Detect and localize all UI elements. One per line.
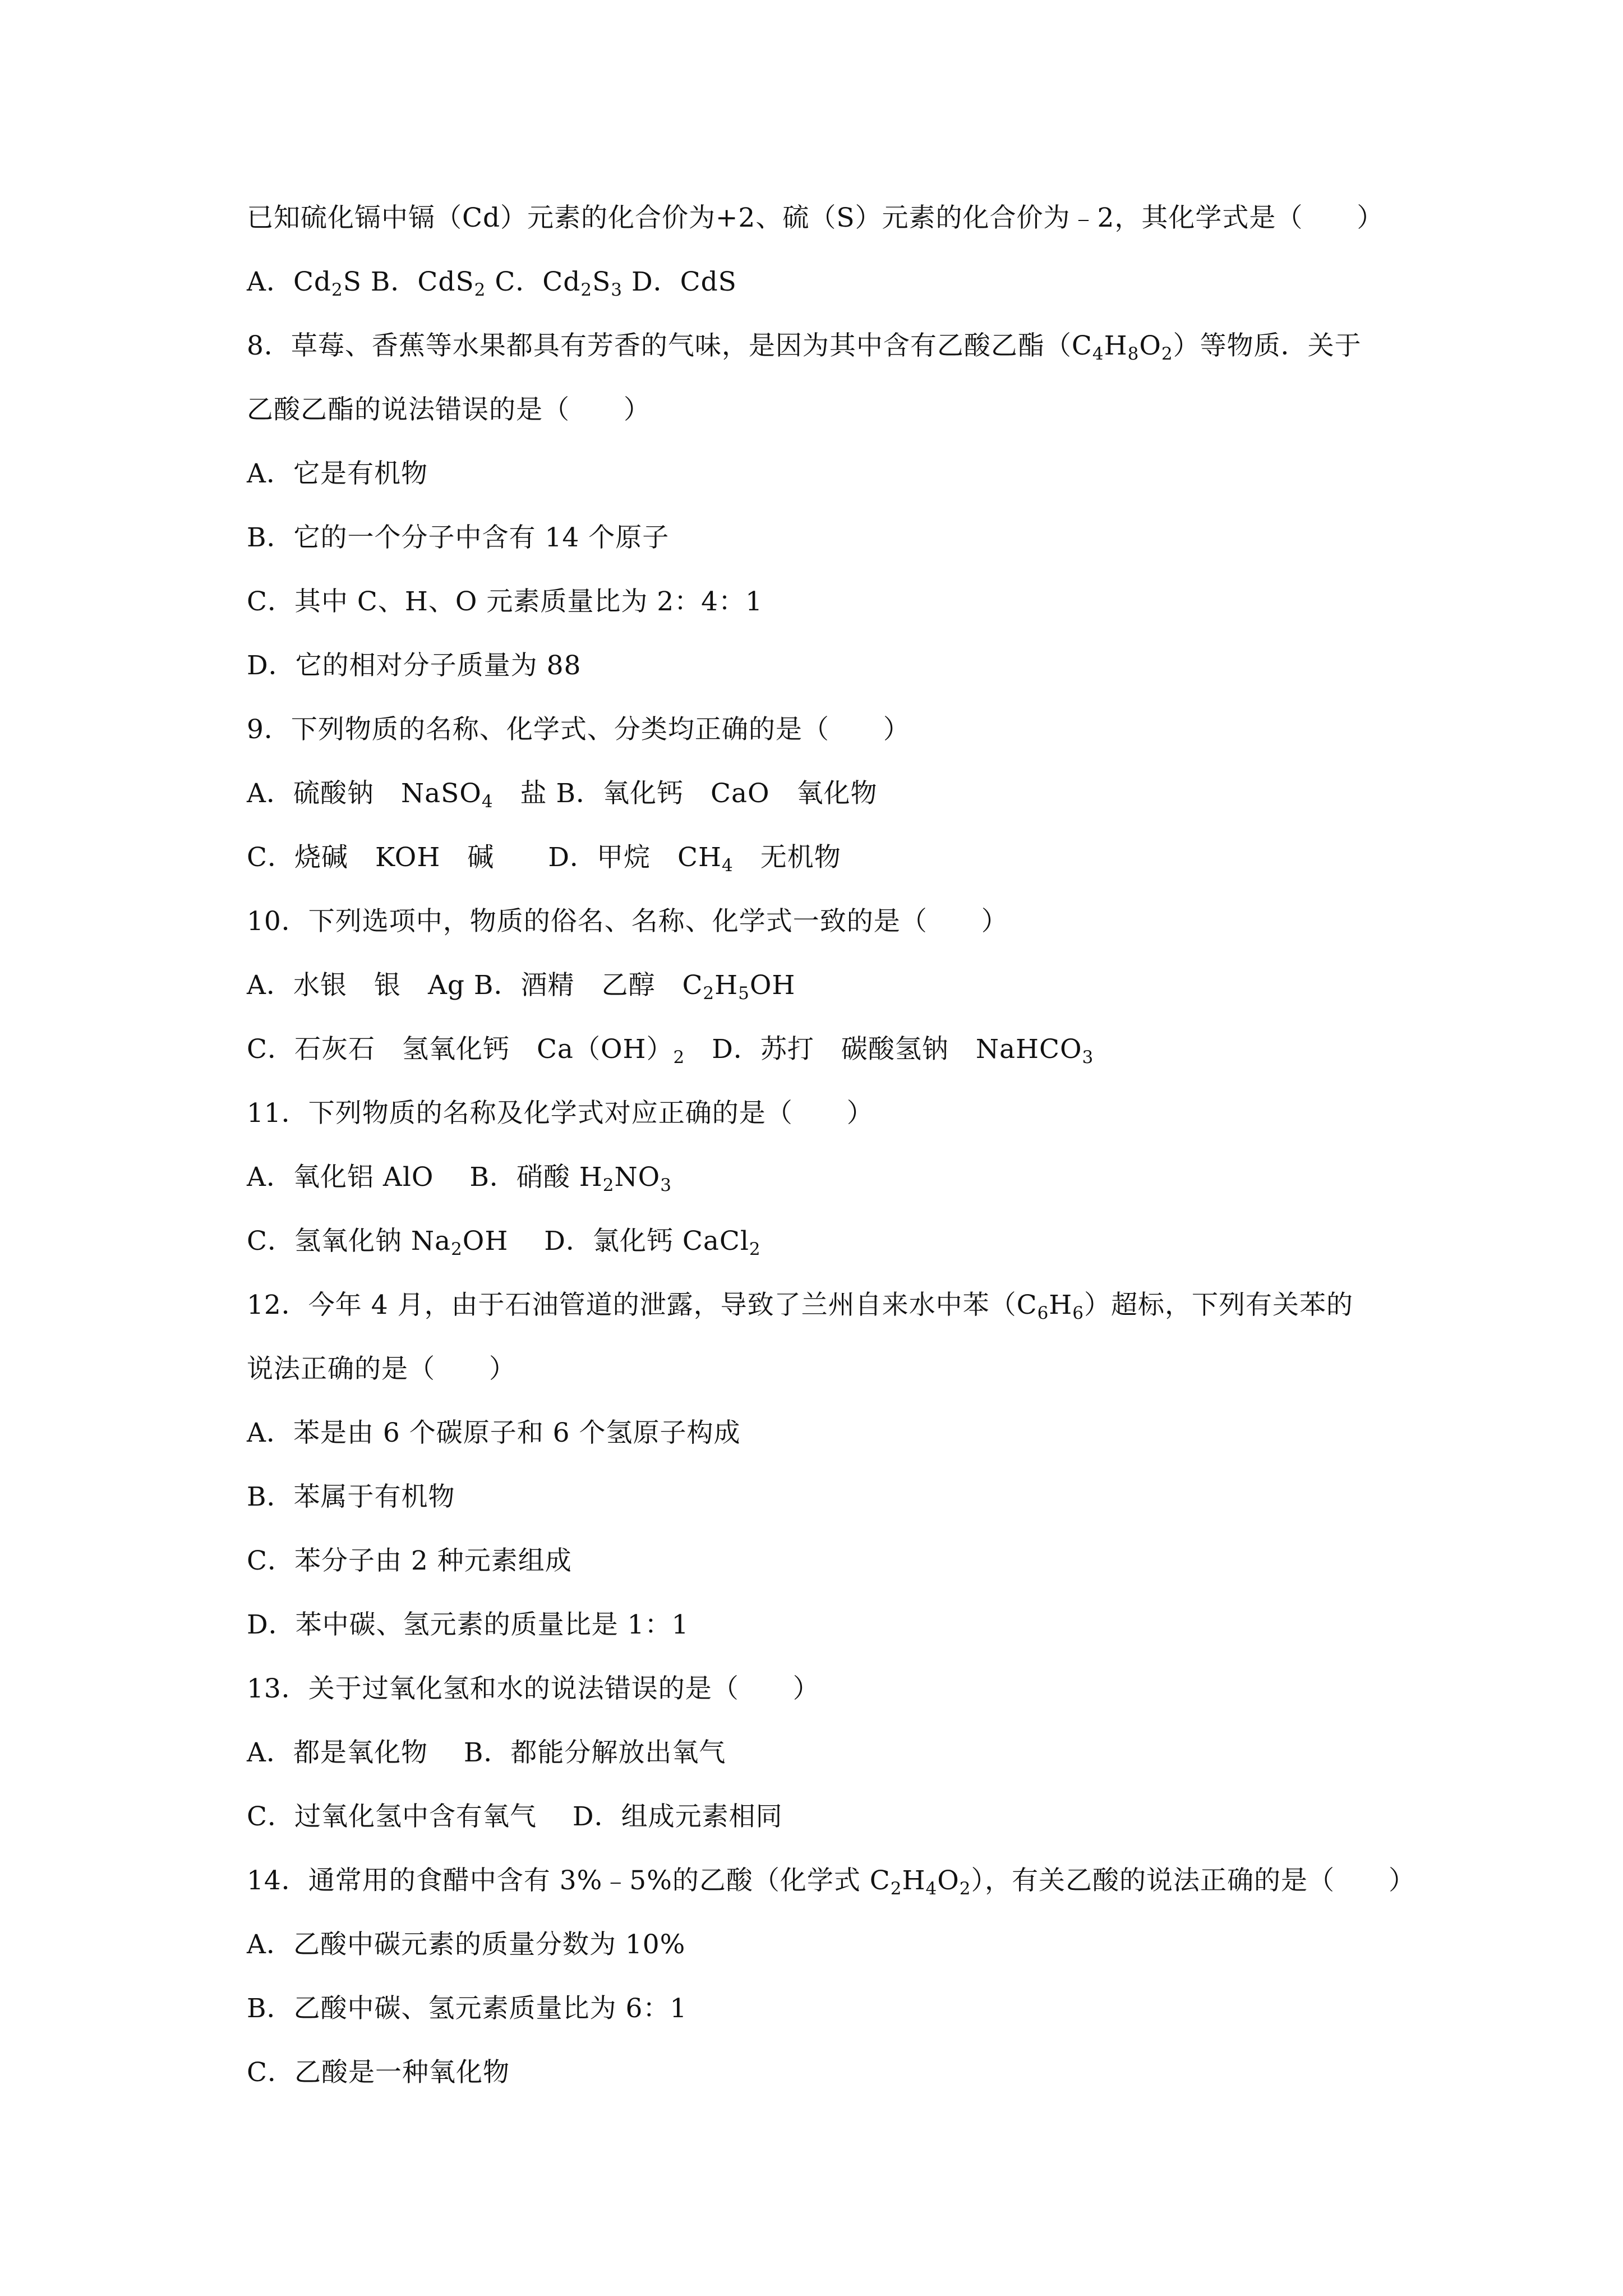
line-text: OH bbox=[749, 970, 796, 1001]
line-text: S bbox=[592, 266, 611, 297]
line-text: A．都是氧化物 B．都能分解放出氧气 bbox=[247, 1737, 726, 1768]
subscript-text: 2 bbox=[749, 1239, 761, 1259]
text-line bbox=[247, 1097, 1402, 1129]
line-text: C．乙酸是一种氧化物 bbox=[247, 2057, 510, 2088]
text-line bbox=[247, 1161, 1402, 1193]
text-line bbox=[247, 202, 1402, 234]
line-text: A．苯是由 6 个碳原子和 6 个氢原子构成 bbox=[247, 1418, 741, 1448]
line-text: C．苯分子由 2 种元素组成 bbox=[247, 1545, 572, 1576]
text-line bbox=[247, 841, 1402, 876]
line-text: C．烧碱 KOH 碱 D．甲烷 CH bbox=[247, 842, 722, 873]
text-line bbox=[247, 330, 1402, 362]
text-line bbox=[247, 714, 1402, 746]
text-line bbox=[247, 1737, 1402, 1769]
subscript-text: 2 bbox=[580, 280, 593, 300]
subscript-text: 2 bbox=[959, 1879, 971, 1899]
line-text: ），有关乙酸的说法正确的是（ ） bbox=[971, 1865, 1416, 1896]
line-text: A．乙酸中碳元素的质量分数为 10% bbox=[247, 1929, 686, 1960]
text-line bbox=[247, 1289, 1402, 1321]
subscript-text: 3 bbox=[660, 1175, 672, 1195]
subscript-text: 2 bbox=[673, 1047, 685, 1068]
subscript-text: 3 bbox=[611, 280, 623, 300]
text-line bbox=[247, 394, 1402, 426]
text-line bbox=[247, 777, 1402, 812]
line-text: H bbox=[1104, 330, 1128, 361]
subscript-text: 4 bbox=[721, 855, 734, 876]
subscript-text: 4 bbox=[1092, 344, 1104, 364]
line-text: 无机物 bbox=[733, 842, 841, 873]
text-line bbox=[247, 905, 1402, 937]
line-text: B．乙酸中碳、氢元素质量比为 6：1 bbox=[247, 1993, 688, 2024]
document-page bbox=[247, 202, 1416, 2088]
line-text: 盐 B．氧化钙 CaO 氧化物 bbox=[493, 778, 878, 809]
line-text: ）超标，下列有关苯的 bbox=[1084, 1290, 1354, 1320]
text-line bbox=[247, 2056, 1402, 2088]
line-text: 10．下列选项中，物质的俗名、名称、化学式一致的是（ ） bbox=[247, 906, 1008, 937]
text-line bbox=[247, 969, 1402, 1004]
line-text: C．过氧化氢中含有氧气 D．组成元素相同 bbox=[247, 1801, 783, 1832]
text-line bbox=[247, 1673, 1402, 1705]
line-text: C．其中 C、H、O 元素质量比为 2：4：1 bbox=[247, 586, 763, 617]
text-line bbox=[247, 1545, 1402, 1577]
text-line bbox=[247, 1609, 1402, 1641]
subscript-text: 5 bbox=[738, 983, 750, 1004]
text-line bbox=[247, 586, 1402, 618]
line-text: 13．关于过氧化氢和水的说法错误的是（ ） bbox=[247, 1673, 820, 1704]
text-line bbox=[247, 1481, 1402, 1513]
subscript-text: 2 bbox=[703, 983, 715, 1004]
line-text: ）等物质．关于 bbox=[1173, 330, 1362, 361]
line-text: C．石灰石 氢氧化钙 Ca（OH） bbox=[247, 1034, 674, 1065]
line-text: OH D．氯化钙 CaCl bbox=[462, 1226, 749, 1257]
subscript-text: 2 bbox=[1161, 344, 1173, 364]
line-text: D．它的相对分子质量为 88 bbox=[247, 650, 582, 681]
text-line bbox=[247, 266, 1402, 298]
line-text: 12．今年 4 月，由于石油管道的泄露，导致了兰州自来水中苯（C bbox=[247, 1290, 1038, 1320]
line-text: D．CdS bbox=[623, 266, 737, 297]
line-text: 14．通常用的食醋中含有 3%﹣5%的乙酸（化学式 C bbox=[247, 1865, 891, 1896]
line-text: S B．CdS bbox=[343, 266, 474, 297]
line-text: H bbox=[714, 970, 739, 1001]
line-text: 8．草莓、香蕉等水果都具有芳香的气味，是因为其中含有乙酸乙酯（C bbox=[247, 330, 1092, 361]
subscript-text: 3 bbox=[1082, 1047, 1094, 1068]
line-text: A．水银 银 Ag B．酒精 乙醇 C bbox=[247, 970, 703, 1001]
text-line bbox=[247, 1929, 1402, 1961]
text-line bbox=[247, 458, 1402, 490]
subscript-text: 2 bbox=[602, 1175, 615, 1195]
line-text: D．苯中碳、氢元素的质量比是 1：1 bbox=[247, 1609, 689, 1640]
line-text: NO bbox=[614, 1162, 661, 1193]
line-text: D．苏打 碳酸氢钠 NaHCO bbox=[685, 1034, 1082, 1065]
text-line bbox=[247, 1993, 1402, 2024]
text-line bbox=[247, 1417, 1402, 1449]
text-line bbox=[247, 650, 1402, 682]
line-text: H bbox=[902, 1865, 926, 1896]
subscript-text: 2 bbox=[451, 1239, 463, 1259]
line-text: 11．下列物质的名称及化学式对应正确的是（ ） bbox=[247, 1098, 874, 1129]
line-text: C．Cd bbox=[486, 266, 581, 297]
line-text: B．苯属于有机物 bbox=[247, 1481, 455, 1512]
subscript-text: 2 bbox=[890, 1879, 902, 1899]
subscript-text: 8 bbox=[1127, 344, 1140, 364]
line-text: O bbox=[937, 1865, 960, 1896]
text-line bbox=[247, 1033, 1402, 1068]
line-text: B．它的一个分子中含有 14 个原子 bbox=[247, 522, 670, 553]
subscript-text: 2 bbox=[331, 280, 343, 300]
text-line bbox=[247, 522, 1402, 554]
line-text: A．硫酸钠 NaSO bbox=[247, 778, 482, 809]
line-text: A．氧化铝 AlO B．硝酸 H bbox=[247, 1162, 603, 1193]
line-text: 9．下列物质的名称、化学式、分类均正确的是（ ） bbox=[247, 714, 910, 745]
text-line bbox=[247, 1225, 1402, 1257]
subscript-text: 4 bbox=[925, 1879, 938, 1899]
line-text: A．它是有机物 bbox=[247, 458, 428, 489]
text-line bbox=[247, 1865, 1416, 1899]
line-text: 已知硫化镉中镉（Cd）元素的化合价为+2、硫（S）元素的化合价为﹣2，其化学式是（ ） bbox=[247, 203, 1384, 233]
line-text: A．Cd bbox=[247, 266, 331, 297]
subscript-text: 2 bbox=[474, 280, 486, 300]
line-text: C．氢氧化钠 Na bbox=[247, 1226, 451, 1257]
subscript-text: 6 bbox=[1072, 1303, 1085, 1323]
line-text: H bbox=[1049, 1290, 1073, 1320]
text-line bbox=[247, 1801, 1402, 1833]
line-text: 乙酸乙酯的说法错误的是（ ） bbox=[247, 394, 651, 425]
line-text: 说法正确的是（ ） bbox=[247, 1354, 516, 1384]
line-text: O bbox=[1139, 330, 1161, 361]
subscript-text: 6 bbox=[1037, 1303, 1049, 1323]
text-line bbox=[247, 1353, 1402, 1385]
subscript-text: 4 bbox=[481, 792, 494, 812]
